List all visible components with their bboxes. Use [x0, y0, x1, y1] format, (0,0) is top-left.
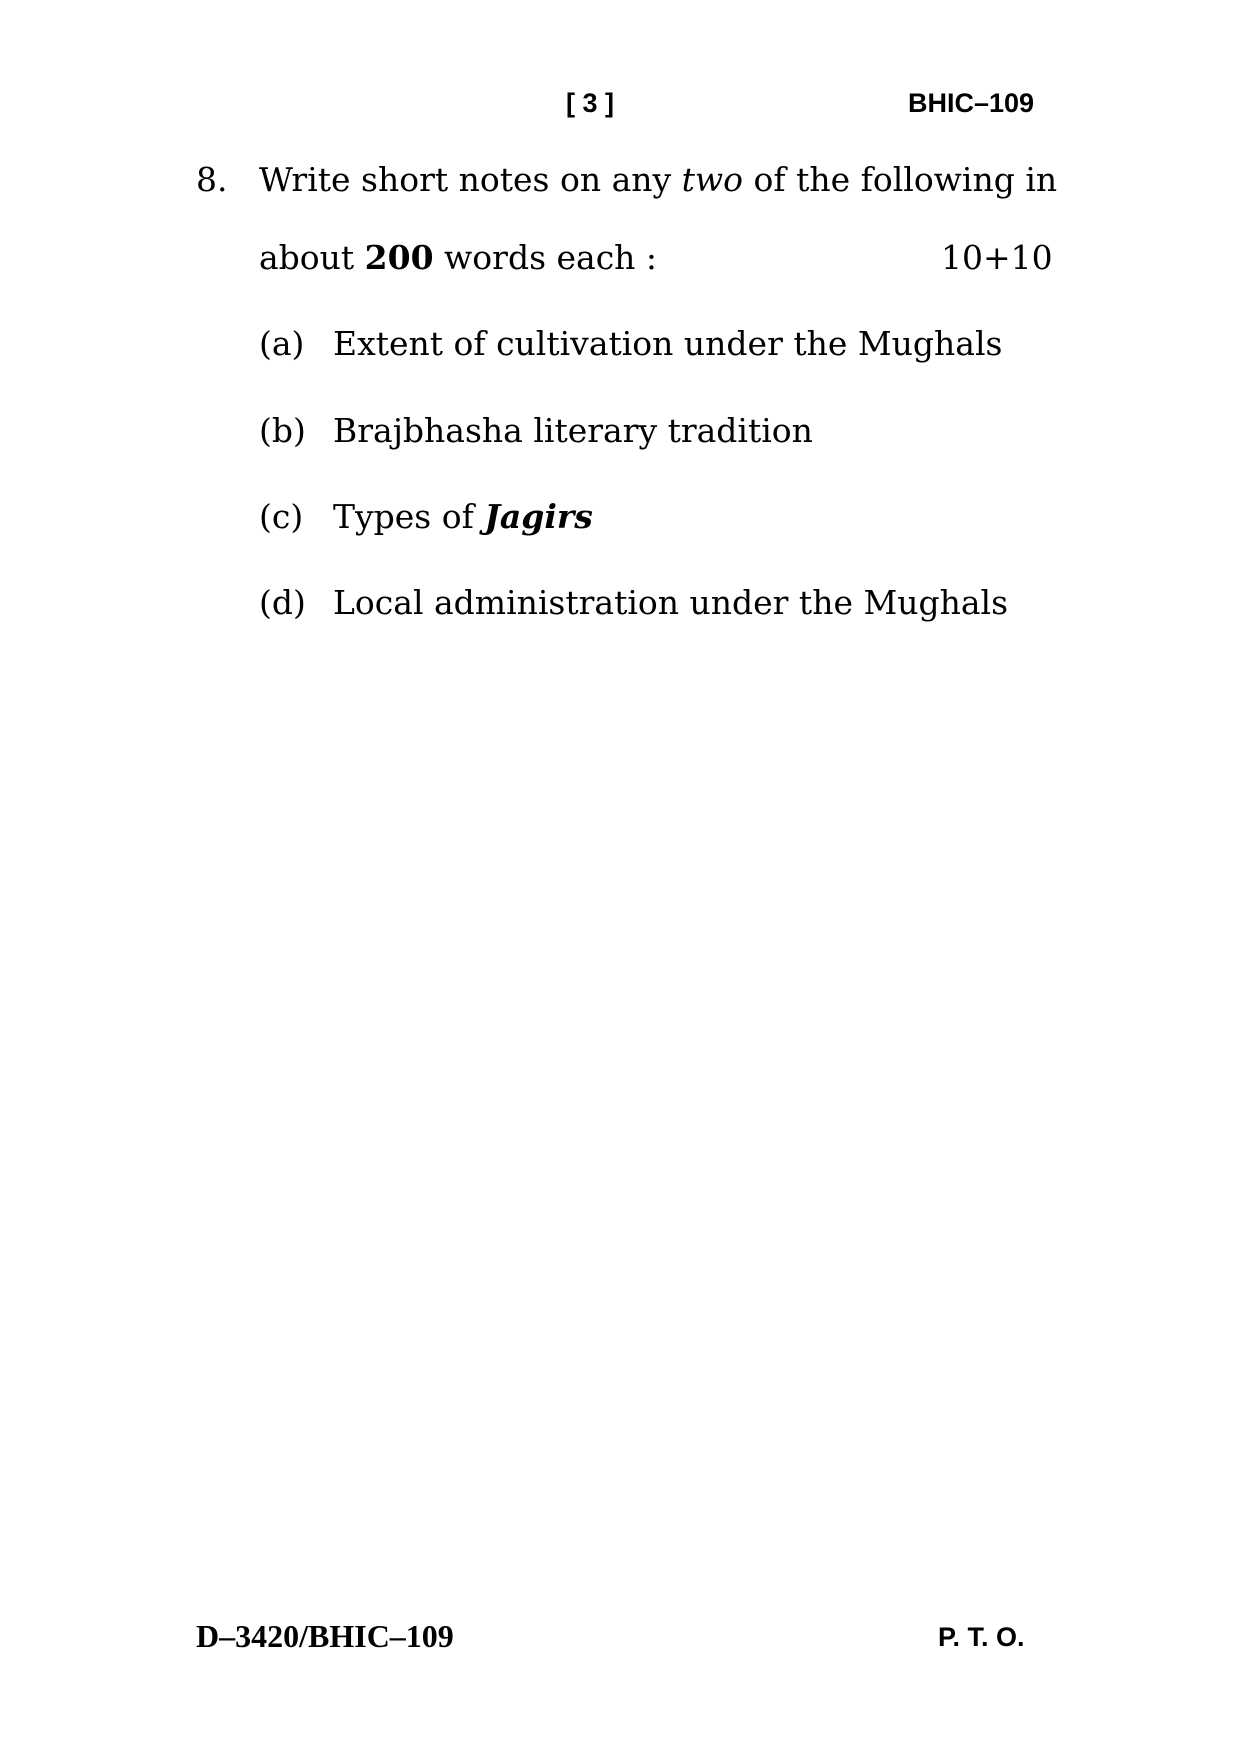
- question-text-part: about: [259, 238, 365, 277]
- option-c-emphasis: Jagirs: [484, 497, 593, 536]
- word-count: 200: [364, 238, 434, 277]
- question-text-part: Write short notes on any: [259, 160, 682, 199]
- question-text-line1: [259, 160, 1057, 199]
- option-a-text: Extent of cultivation under the Mughals: [333, 324, 1003, 363]
- paper-code-header: BHIC–109: [908, 88, 1035, 118]
- option-b-text: Brajbhasha literary tradition: [333, 411, 813, 450]
- option-d-text: Local administration under the Mughals: [333, 583, 1009, 622]
- option-b-letter: (b): [259, 411, 306, 450]
- option-a-letter: (a): [259, 324, 305, 363]
- option-c-plain: Types of: [333, 497, 485, 536]
- page-number: [ 3 ]: [566, 88, 615, 118]
- option-d-letter: (d): [259, 583, 306, 622]
- question-text-part: words each :: [433, 238, 658, 277]
- question-text-line2: [259, 238, 657, 277]
- footer-pto: P. T. O.: [938, 1622, 1025, 1652]
- question-marks: 10+10: [941, 238, 1053, 277]
- option-c-letter: (c): [259, 497, 304, 536]
- question-text-part: of the following in: [743, 160, 1058, 199]
- question-number: 8.: [196, 160, 228, 199]
- option-c-text: [333, 497, 593, 536]
- question-emphasis: two: [681, 160, 744, 199]
- footer-paper-code: D–3420/BHIC–109: [196, 1618, 454, 1654]
